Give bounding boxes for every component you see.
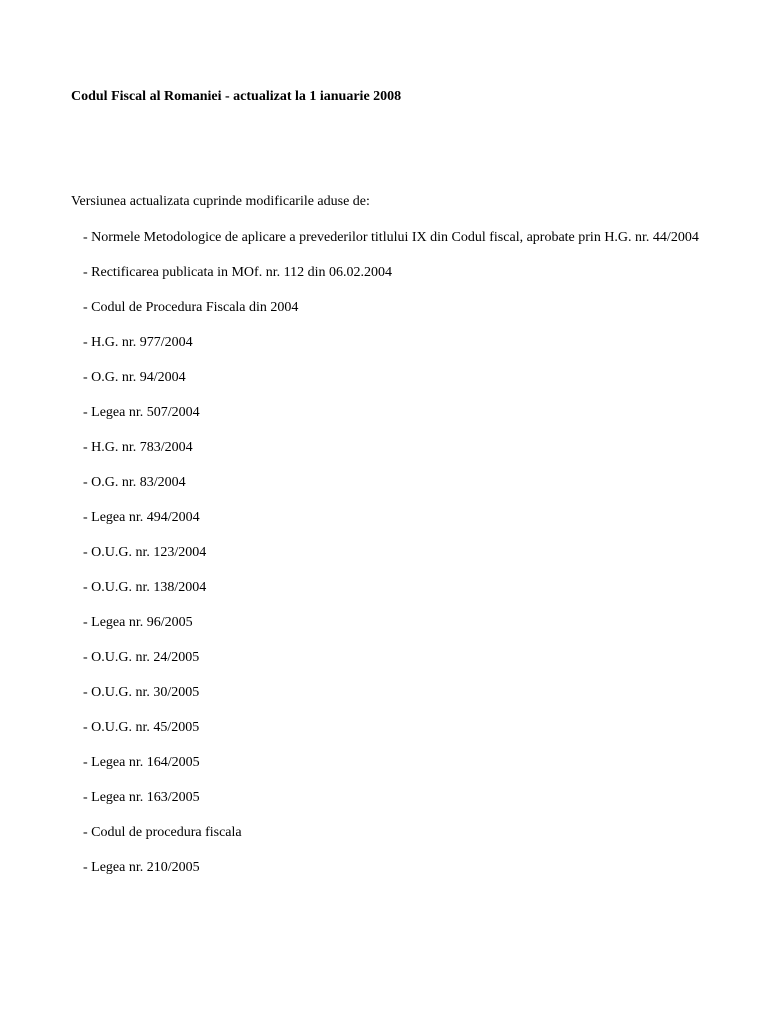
list-item-text: - Legea nr. 210/2005: [83, 860, 200, 875]
list-item-text: - O.U.G. nr. 24/2005: [83, 650, 200, 665]
list-item-text: - O.U.G. nr. 30/2005: [83, 685, 200, 700]
list-item-text: - H.G. nr. 977/2004: [83, 335, 193, 350]
list-item: [71, 614, 701, 631]
list-item-text: - O.U.G. nr. 45/2005: [83, 720, 200, 735]
list-item: [71, 509, 701, 526]
list-item-text: - O.G. nr. 94/2004: [83, 370, 186, 385]
list-item: [71, 754, 701, 771]
list-item-text: - O.U.G. nr. 123/2004: [83, 545, 207, 560]
list-item-text: - O.U.G. nr. 138/2004: [83, 580, 207, 595]
list-item: [71, 649, 701, 666]
list-item: [71, 439, 701, 456]
list-item-text: - H.G. nr. 783/2004: [83, 440, 193, 455]
list-item-text: - Rectificarea publicata in MOf. nr. 112 din 06.02.2004: [83, 265, 392, 280]
list-item: [71, 404, 701, 421]
list-item-text: - Codul de procedura fiscala: [83, 825, 242, 840]
list-item-text: - Legea nr. 164/2005: [83, 755, 200, 770]
list-item: [71, 474, 701, 491]
list-item-text: - Legea nr. 163/2005: [83, 790, 200, 805]
list-item-text: - Normele Metodologice de aplicare a prevederilor titlului IX din Codul fiscal, aprobate prin H.G. nr. 44/2004: [83, 230, 699, 245]
list-item-text: - Legea nr. 507/2004: [83, 405, 200, 420]
amendments-list: [71, 229, 701, 894]
list-item-text: - Legea nr. 96/2005: [83, 615, 193, 630]
list-item-text: - Legea nr. 494/2004: [83, 510, 200, 525]
list-item-text: - Codul de Procedura Fiscala din 2004: [83, 300, 299, 315]
list-item: [71, 299, 701, 316]
list-item: [71, 369, 701, 386]
list-item: [71, 859, 701, 876]
list-item: [71, 264, 701, 281]
list-item: [71, 579, 701, 596]
list-item: [71, 824, 701, 841]
document-title: Codul Fiscal al Romaniei - actualizat la 1 ianuarie 2008: [71, 89, 402, 104]
list-item: [71, 334, 701, 351]
list-item: [71, 684, 701, 701]
intro-text: Versiunea actualizata cuprinde modificarile aduse de:: [71, 194, 370, 209]
list-item: [71, 229, 701, 246]
list-item-text: - O.G. nr. 83/2004: [83, 475, 186, 490]
list-item: [71, 544, 701, 561]
list-item: [71, 789, 701, 806]
list-item: [71, 719, 701, 736]
